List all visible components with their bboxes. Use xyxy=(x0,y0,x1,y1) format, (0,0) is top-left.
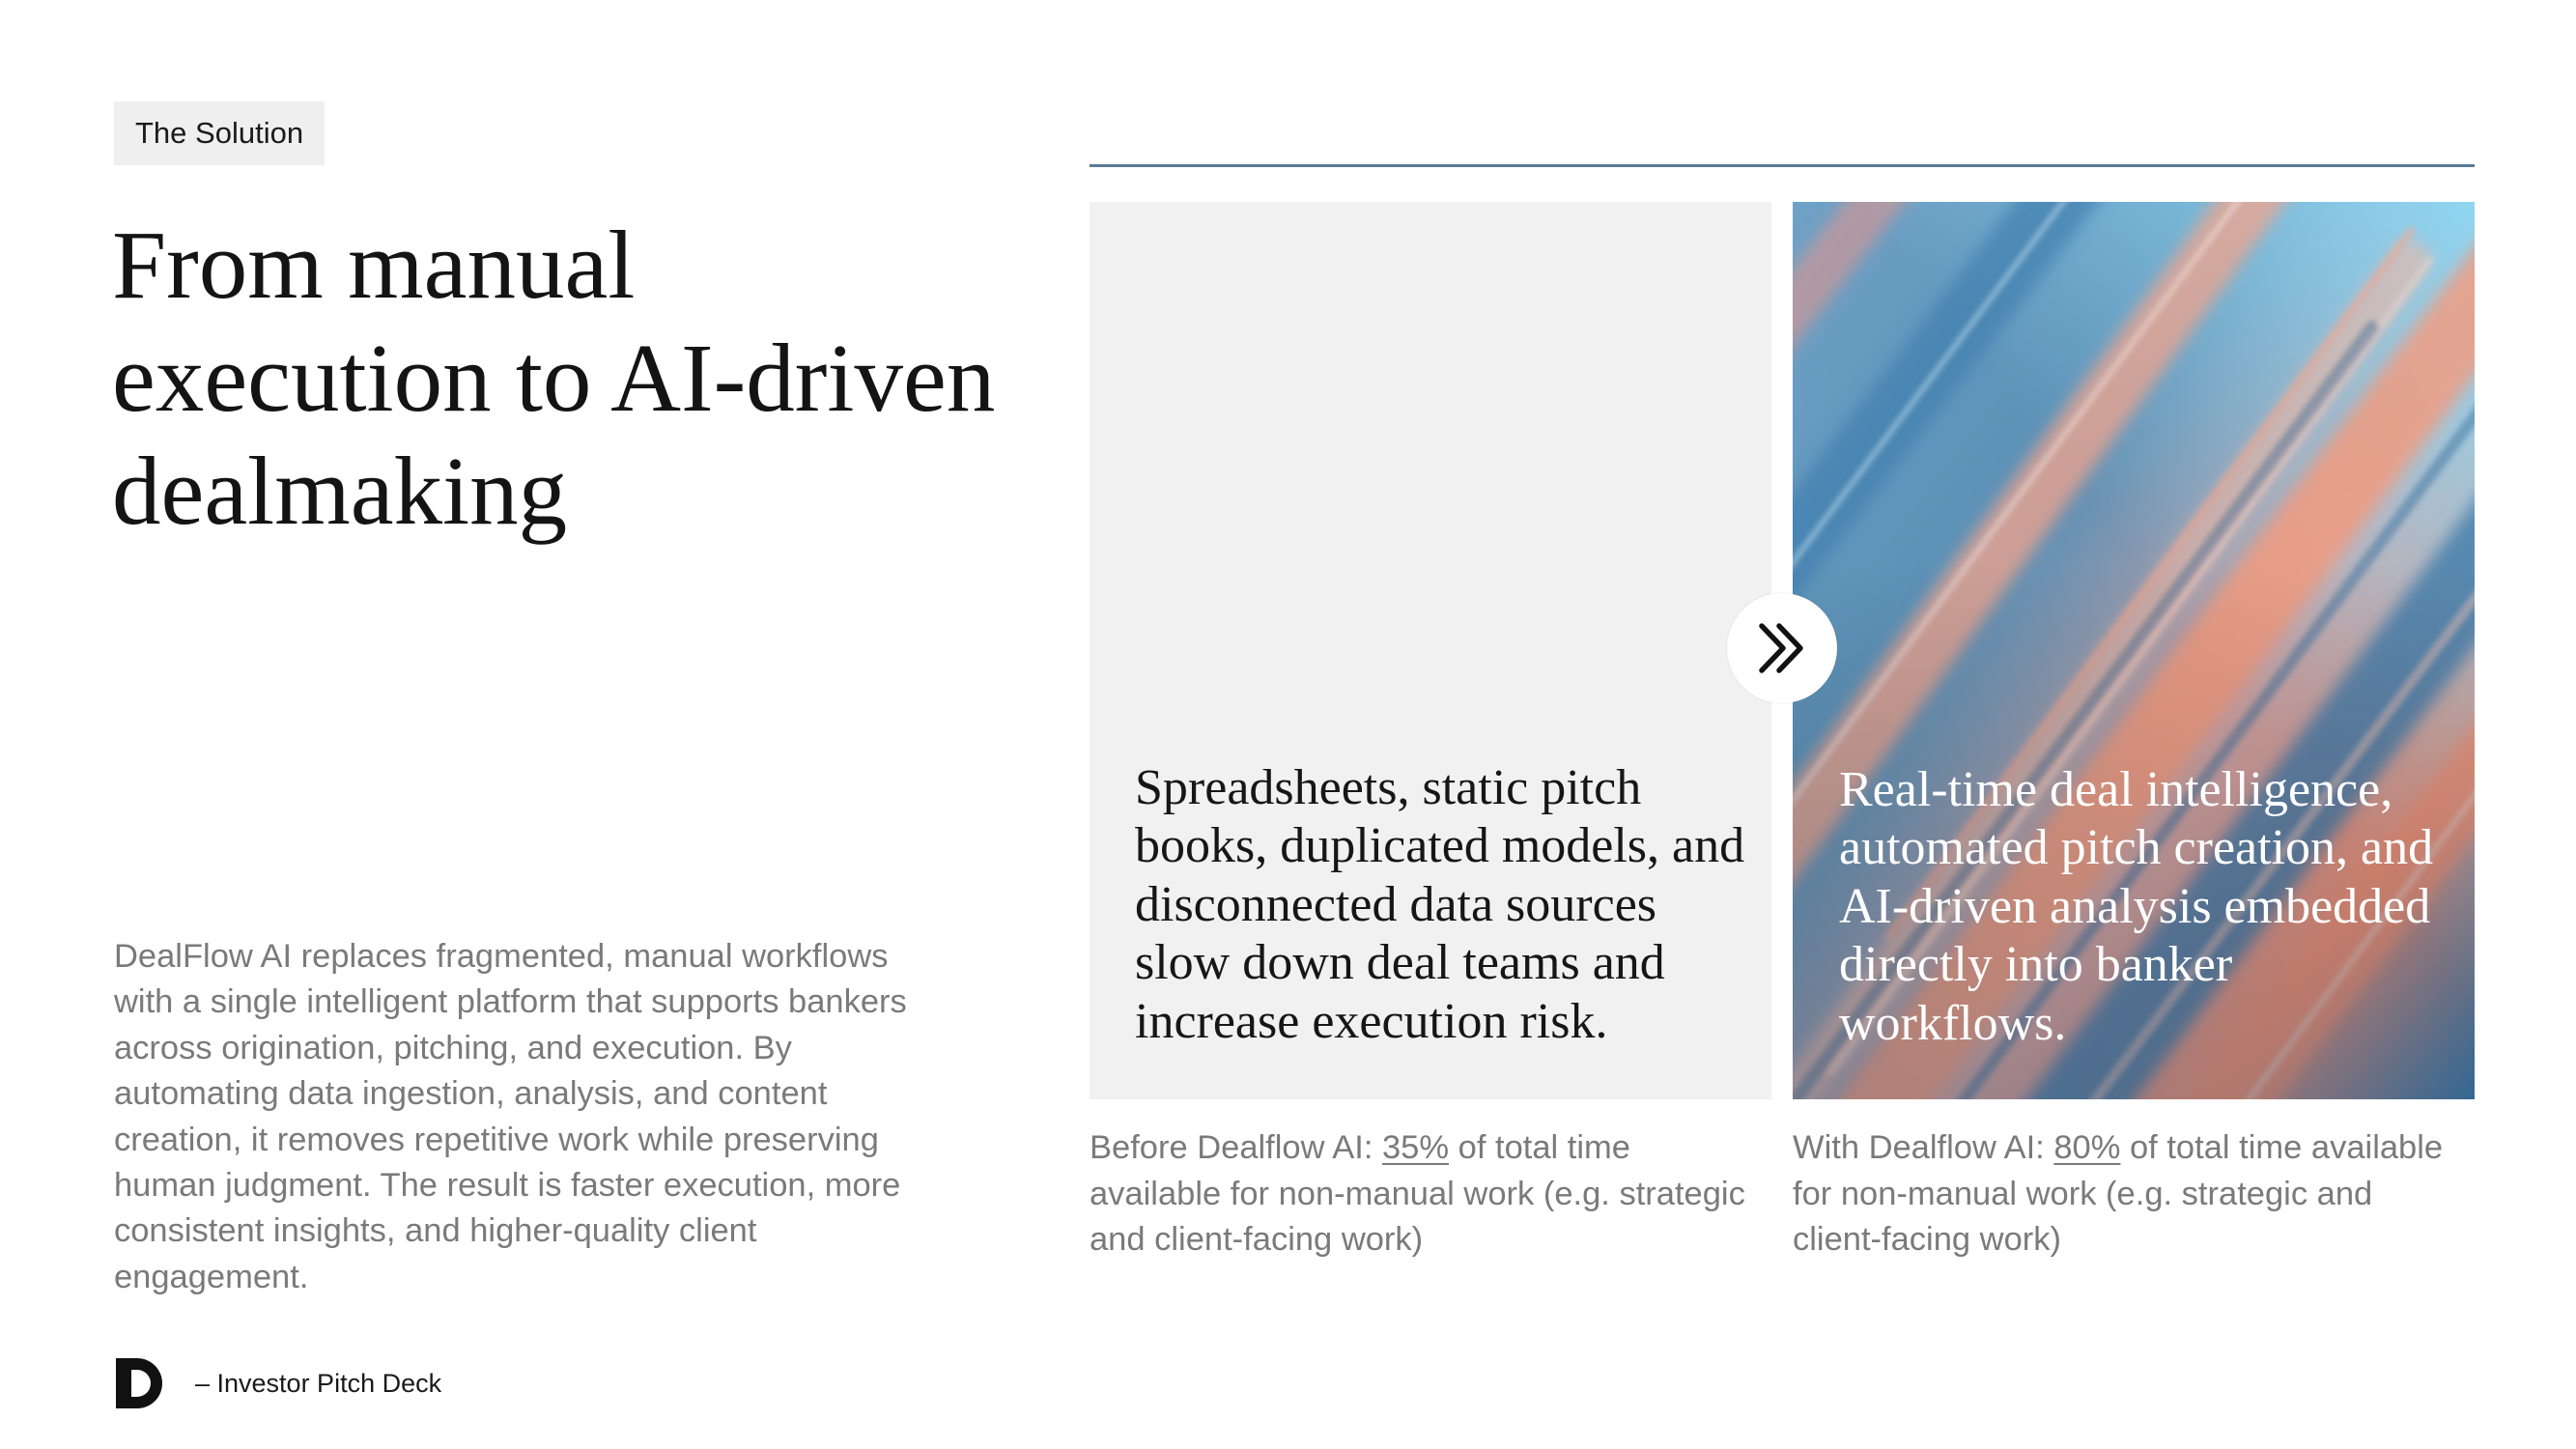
footer xyxy=(114,1356,441,1410)
before-panel-text: Spreadsheets, static pitch books, duplicated models, and disconnected data sources slow down deal teams and increase execution risk. xyxy=(1135,759,1745,1049)
solution-description: DealFlow AI replaces fragmented, manual workflows with a single intelligent platform that supports bankers across origination, pitching, and execution. By automating data ingestion, analysis, and content creation, it removes repetitive work while preserving human judgment. The result is faster execution, more consistent insights, and higher-quality client engagement. xyxy=(114,938,907,1295)
header-divider xyxy=(1090,164,2475,167)
after-panel xyxy=(1793,202,2475,1099)
before-panel xyxy=(1090,202,1771,1099)
after-caption-suffix: of total time available for non-manual work (e.g. strategic and client-facing work) xyxy=(1793,1129,2444,1259)
after-caption-prefix: With Dealflow AI: xyxy=(1793,1129,2054,1166)
after-panel-text: Real-time deal intelligence, automated pitch creation, and AI-driven analysis embedded directly into banker workflows. xyxy=(1839,761,2434,1051)
brand-logo-icon xyxy=(114,1356,166,1410)
before-percent: 35% xyxy=(1382,1129,1450,1166)
after-caption xyxy=(1793,1125,2449,1264)
transition-arrow xyxy=(1727,593,1837,703)
double-chevron-right-icon xyxy=(1748,614,1816,682)
page-title: From manual execution to AI-driven dealmaking xyxy=(112,211,996,545)
before-caption-prefix: Before Dealflow AI: xyxy=(1090,1129,1382,1166)
before-caption-suffix: of total time available for non-manual work (e.g. strategic and client-facing work) xyxy=(1090,1129,1745,1259)
before-caption xyxy=(1090,1125,1746,1264)
section-tag: The Solution xyxy=(114,101,325,165)
footer-text: – Investor Pitch Deck xyxy=(195,1368,442,1398)
after-percent: 80% xyxy=(2053,1129,2121,1166)
